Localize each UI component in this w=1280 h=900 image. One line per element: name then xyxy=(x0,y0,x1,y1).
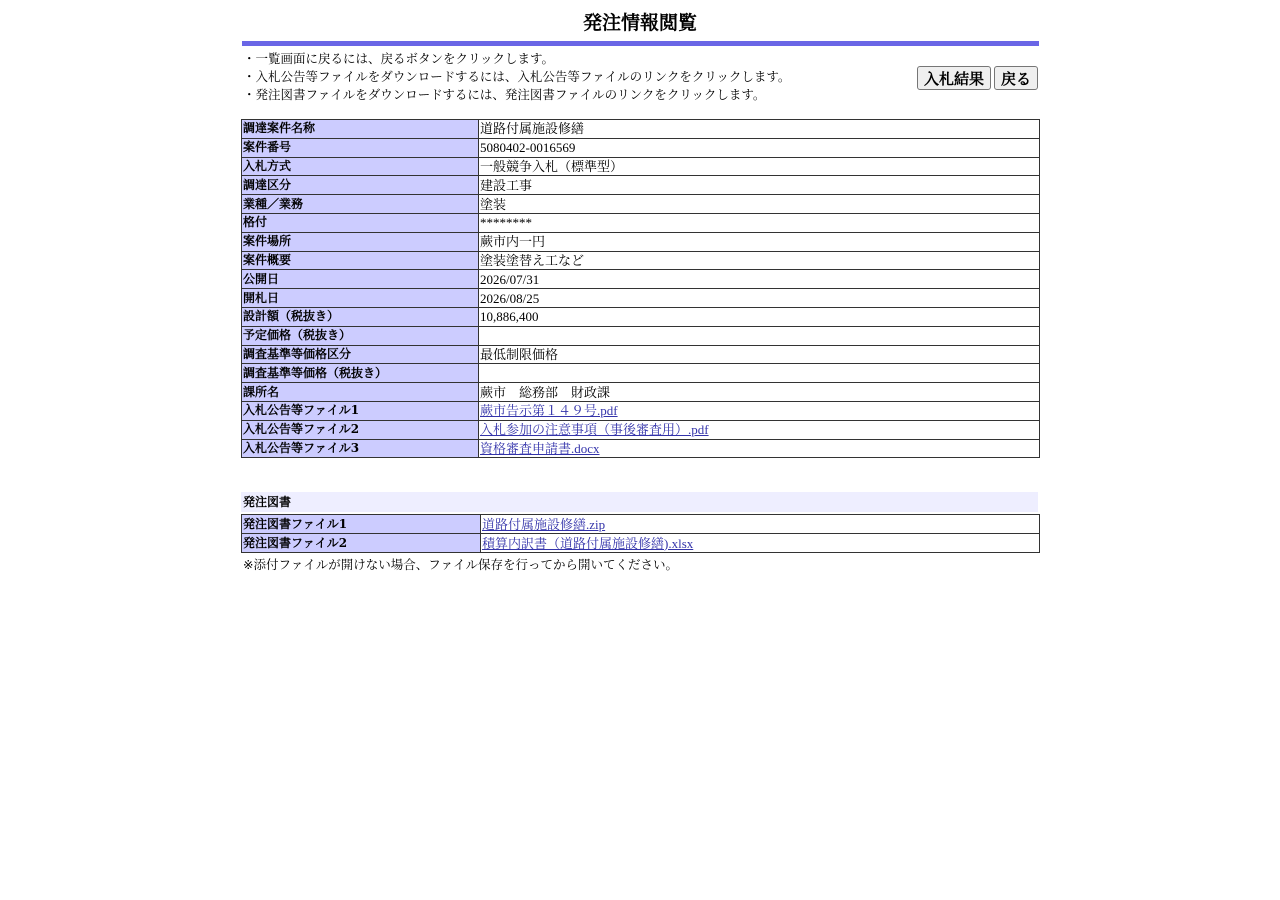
notice-file-2-link[interactable]: 入札参加の注意事項（事後審査用）.pdf xyxy=(480,422,709,438)
field-label: 入札公告等ファイル1 xyxy=(242,401,479,420)
field-label: 調達区分 xyxy=(242,176,479,195)
instructions-area xyxy=(241,46,1039,119)
field-label: 調査基準等価格区分 xyxy=(242,345,479,364)
field-value: 2026/07/31 xyxy=(479,270,1040,289)
field-label: 公開日 xyxy=(242,270,479,289)
field-label: 発注図書ファイル2 xyxy=(242,534,481,553)
field-value: 道路付属施設修繕 xyxy=(479,120,1040,139)
table-row xyxy=(242,401,1040,420)
instruction-item: ・一覧画面に戻るには、戻るボタンをクリックします。 xyxy=(243,51,555,66)
drawing-file-1-link[interactable]: 道路付属施設修繕.zip xyxy=(482,516,606,532)
field-value: 建設工事 xyxy=(479,176,1040,195)
field-value: 塗装 xyxy=(479,195,1040,214)
instruction-item: ・発注図書ファイルをダウンロードするには、発注図書ファイルのリンクをクリックします。 xyxy=(243,87,766,102)
table-row xyxy=(242,195,1040,214)
table-row xyxy=(242,289,1040,308)
drawing-file-2-link[interactable]: 積算内訳書（道路付属施設修繕).xlsx xyxy=(482,535,694,551)
order-info-page xyxy=(241,0,1039,574)
table-row xyxy=(242,534,1040,553)
field-value: 塗装塗替え工など xyxy=(479,251,1040,270)
field-label: 案件番号 xyxy=(242,138,479,157)
field-label: 案件概要 xyxy=(242,251,479,270)
table-row xyxy=(242,439,1040,458)
table-row xyxy=(242,420,1040,439)
field-value xyxy=(479,420,1040,439)
table-row xyxy=(242,232,1040,251)
field-value xyxy=(481,534,1040,553)
field-label: 入札公告等ファイル3 xyxy=(242,439,479,458)
field-label: 業種／業務 xyxy=(242,195,479,214)
table-row xyxy=(242,138,1040,157)
field-value xyxy=(479,326,1040,345)
field-value: 蕨市内一円 xyxy=(479,232,1040,251)
table-row xyxy=(242,383,1040,402)
table-row xyxy=(242,270,1040,289)
table-row xyxy=(242,515,1040,534)
table-row xyxy=(242,120,1040,139)
field-label: 発注図書ファイル1 xyxy=(242,515,481,534)
field-value: 一般競争入札（標準型） xyxy=(479,157,1040,176)
drawings-table xyxy=(241,514,1040,553)
field-label: 課所名 xyxy=(242,383,479,402)
table-row xyxy=(242,307,1040,326)
field-value: 5080402-0016569 xyxy=(479,138,1040,157)
notice-file-1-link[interactable]: 蕨市告示第１４９号.pdf xyxy=(480,403,618,419)
field-value xyxy=(479,401,1040,420)
table-row xyxy=(242,157,1040,176)
instruction-item: ・入札公告等ファイルをダウンロードするには、入札公告等ファイルのリンクをクリックします。 xyxy=(243,69,791,84)
field-value xyxy=(479,439,1040,458)
back-button[interactable]: 戻る xyxy=(994,66,1038,90)
table-row xyxy=(242,364,1040,383)
field-value: 10,886,400 xyxy=(479,307,1040,326)
field-value: 2026/08/25 xyxy=(479,289,1040,308)
field-value xyxy=(481,515,1040,534)
field-value xyxy=(479,364,1040,383)
field-label: 設計額（税抜き） xyxy=(242,307,479,326)
table-row xyxy=(242,251,1040,270)
attachment-note: ※添付ファイルが開けない場合、ファイル保存を行ってから開いてください。 xyxy=(243,556,678,572)
drawings-section-heading: 発注図書 xyxy=(241,492,1038,512)
field-label: 調達案件名称 xyxy=(242,120,479,139)
table-row xyxy=(242,345,1040,364)
field-label: 調査基準等価格（税抜き） xyxy=(242,364,479,383)
field-label: 格付 xyxy=(242,213,479,232)
bid-result-button[interactable]: 入札結果 xyxy=(917,66,991,90)
field-label: 案件場所 xyxy=(242,232,479,251)
field-label: 予定価格（税抜き） xyxy=(242,326,479,345)
field-label: 開札日 xyxy=(242,289,479,308)
field-label: 入札方式 xyxy=(242,157,479,176)
field-value: 蕨市 総務部 財政課 xyxy=(479,383,1040,402)
page-title: 発注情報閲覧 xyxy=(582,12,697,34)
details-table xyxy=(241,119,1040,458)
field-value: 最低制限価格 xyxy=(479,345,1040,364)
table-row xyxy=(242,326,1040,345)
table-row xyxy=(242,176,1040,195)
field-value: ******** xyxy=(479,213,1040,232)
action-buttons xyxy=(917,66,1038,90)
table-row xyxy=(242,213,1040,232)
field-label: 入札公告等ファイル2 xyxy=(242,420,479,439)
notice-file-3-link[interactable]: 資格審査申請書.docx xyxy=(480,440,600,456)
